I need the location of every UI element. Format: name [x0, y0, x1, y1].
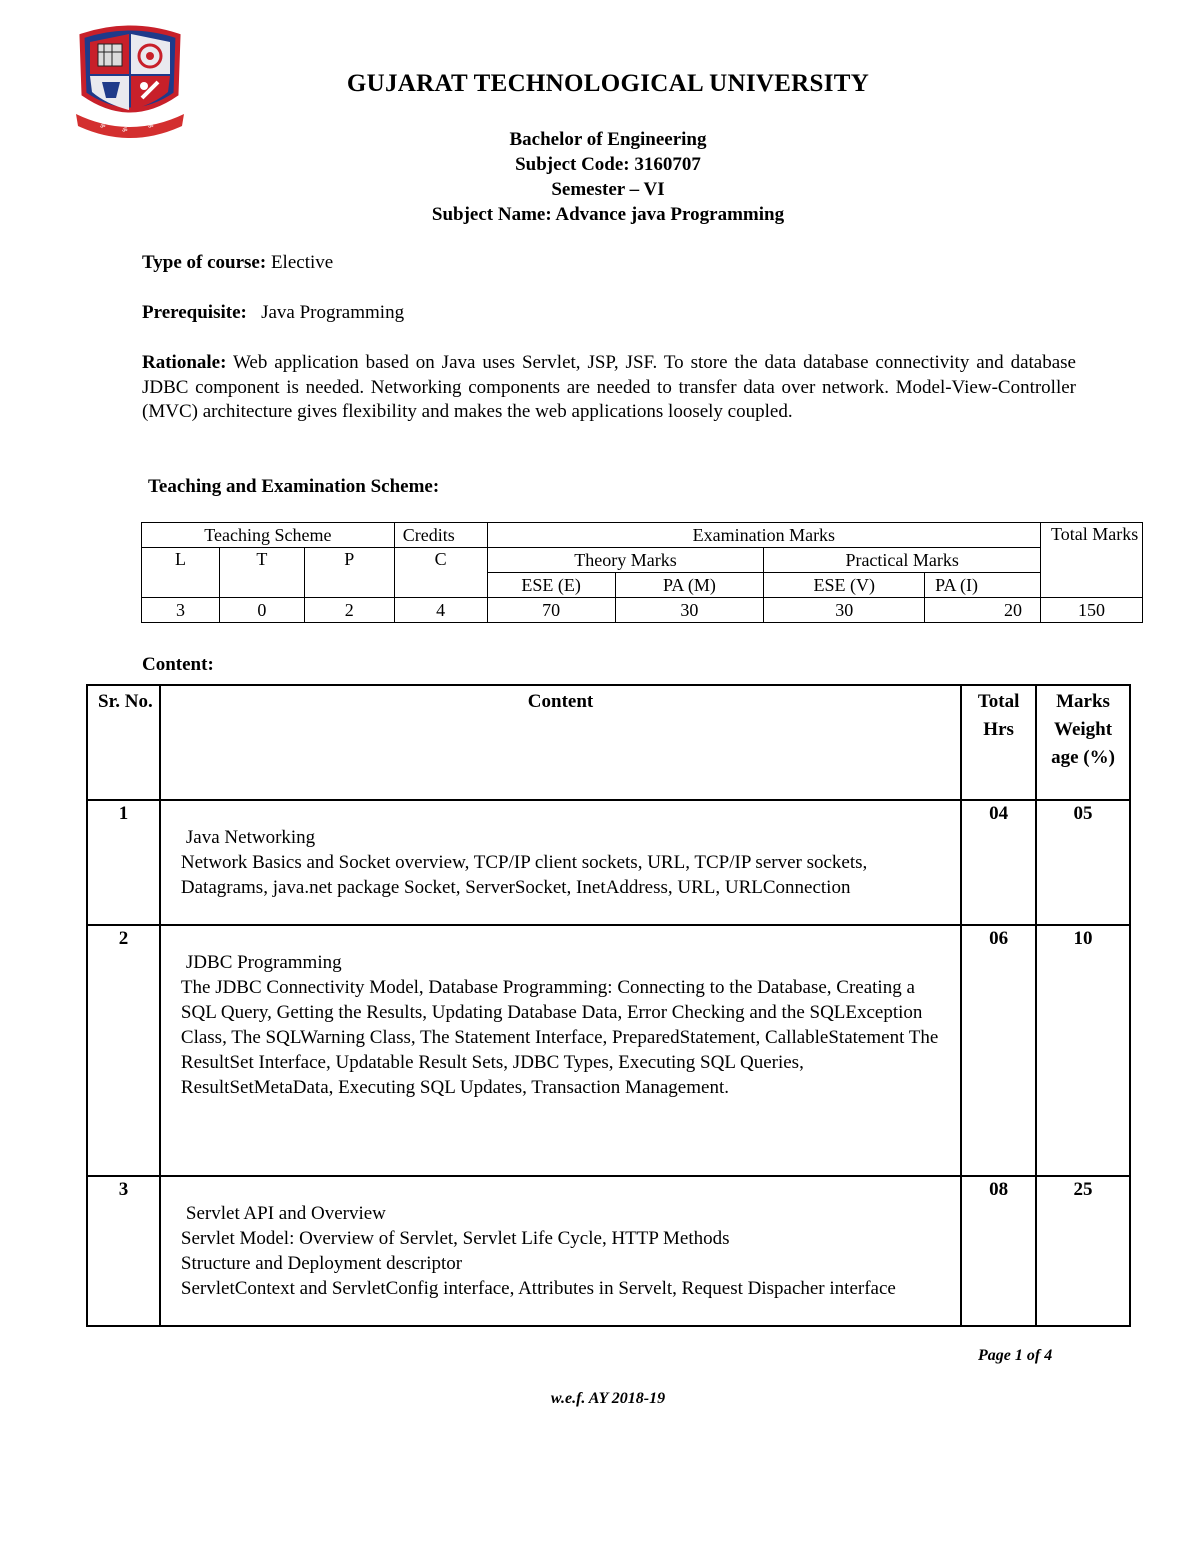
- value-t: 0: [219, 598, 304, 623]
- examination-marks-header: Examination Marks: [487, 523, 1040, 548]
- rationale-label: Rationale:: [142, 352, 227, 373]
- row-weight: 05: [1036, 800, 1130, 925]
- rationale-text: Web application based on Java uses Servlet, JSP, JSF. To store the data database connectivity and database JDBC component is needed. Networking components are needed to transfer data over network. Model-View-Controller (MVC) architecture gives flexibility and makes the web applications loosely coupled.: [142, 352, 1076, 423]
- subject-code: Subject Code: 3160707: [515, 154, 701, 175]
- topic-line: Structure and Deployment descriptor: [180, 1253, 463, 1274]
- svg-text:ॐ: ॐ: [122, 127, 128, 134]
- row-content: [160, 800, 961, 925]
- value-ese-e: 70: [487, 598, 615, 623]
- credits-header: Credits: [394, 523, 487, 548]
- row-content: [160, 925, 961, 1176]
- table-row: [87, 925, 1130, 1176]
- content-heading: Content:: [142, 654, 214, 675]
- topic-body: The JDBC Connectivity Model, Database Programming: Connecting to the Database, Creating a SQL Query, Getting the Results, Updating Database Data, Error Checking and the SQLException Class, The SQLWarning Class, The Statement Interface, PreparedStatement, CallableStatement The ResultSet Interface, Updatable Result Sets, JDBC Types, Executing SQL Queries, ResultSetMetaData, Executing SQL Updates, Transaction Management.: [180, 977, 939, 1098]
- scheme-values-row: [142, 598, 1143, 623]
- row-hrs: 06: [961, 925, 1036, 1176]
- rationale: [142, 351, 1076, 425]
- subject-name: Subject Name: Advance java Programming: [431, 204, 785, 225]
- table-row: [87, 800, 1130, 925]
- topic-line: Servlet Model: Overview of Servlet, Servlet Life Cycle, HTTP Methods: [180, 1228, 730, 1249]
- prerequisite-label: Prerequisite:: [142, 302, 247, 323]
- topic-title: Servlet API and Overview: [185, 1203, 386, 1224]
- svg-text:ॐ: ॐ: [148, 123, 154, 130]
- content-header: Content: [160, 685, 961, 800]
- marks-weightage-header: Marks Weight age (%): [1036, 685, 1130, 800]
- value-p: 2: [304, 598, 394, 623]
- prerequisite-value: Java Programming: [246, 302, 405, 323]
- col-ese-v: ESE (V): [764, 573, 925, 598]
- col-p: P: [304, 548, 394, 598]
- topic-title: Java Networking: [185, 827, 316, 848]
- subject-header: [0, 127, 1200, 227]
- value-ese-v: 30: [764, 598, 925, 623]
- degree-title: Bachelor of Engineering: [509, 129, 707, 150]
- sr-no-header: Sr. No.: [87, 685, 160, 800]
- row-content: [160, 1176, 961, 1326]
- scheme-heading: Teaching and Examination Scheme:: [148, 476, 440, 497]
- semester: Semester – VI: [551, 179, 665, 200]
- page-number: Page 1 of 4: [978, 1347, 1053, 1364]
- row-weight: 10: [1036, 925, 1130, 1176]
- practical-marks-header: Practical Marks: [764, 548, 1041, 573]
- col-pa-m: PA (M): [615, 573, 764, 598]
- topic-line: ServletContext and ServletConfig interface, Attributes in Servelt, Request Dispacher interface: [180, 1278, 896, 1299]
- row-sr: 3: [87, 1176, 160, 1326]
- svg-text:ॐ: ॐ: [100, 123, 106, 130]
- prerequisite: [142, 302, 404, 324]
- col-l: L: [142, 548, 220, 598]
- topic-body: Network Basics and Socket overview, TCP/IP client sockets, URL, TCP/IP server sockets, Datagrams, java.net package Socket, ServerSocket, InetAddress, URL, URLConnection: [180, 852, 868, 898]
- content-header-row: [87, 685, 1130, 800]
- university-title: GUJARAT TECHNOLOGICAL UNIVERSITY: [346, 70, 870, 97]
- theory-marks-header: Theory Marks: [487, 548, 764, 573]
- table-row: [87, 1176, 1130, 1326]
- row-sr: 1: [87, 800, 160, 925]
- scheme-table: [141, 522, 1143, 623]
- col-t: T: [219, 548, 304, 598]
- content-table: [86, 684, 1131, 1327]
- course-type-value: Elective: [266, 252, 334, 273]
- effective-year: w.e.f. AY 2018-19: [550, 1390, 666, 1407]
- value-c: 4: [394, 598, 487, 623]
- row-sr: 2: [87, 925, 160, 1176]
- col-c: C: [394, 548, 487, 598]
- course-type: [142, 252, 333, 274]
- value-l: 3: [142, 598, 220, 623]
- row-hrs: 08: [961, 1176, 1036, 1326]
- course-type-label: Type of course:: [142, 252, 267, 273]
- topic-title: JDBC Programming: [185, 952, 342, 973]
- row-weight: 25: [1036, 1176, 1130, 1326]
- teaching-scheme-header: Teaching Scheme: [142, 523, 395, 548]
- value-pa-m: 30: [615, 598, 764, 623]
- row-hrs: 04: [961, 800, 1036, 925]
- value-total: 150: [1041, 598, 1143, 623]
- total-hrs-header: Total Hrs: [961, 685, 1036, 800]
- total-marks-header: Total Marks: [1041, 523, 1143, 598]
- col-pa-i: PA (I): [925, 573, 1041, 598]
- value-pa-i: 20: [925, 598, 1041, 623]
- col-ese-e: ESE (E): [487, 573, 615, 598]
